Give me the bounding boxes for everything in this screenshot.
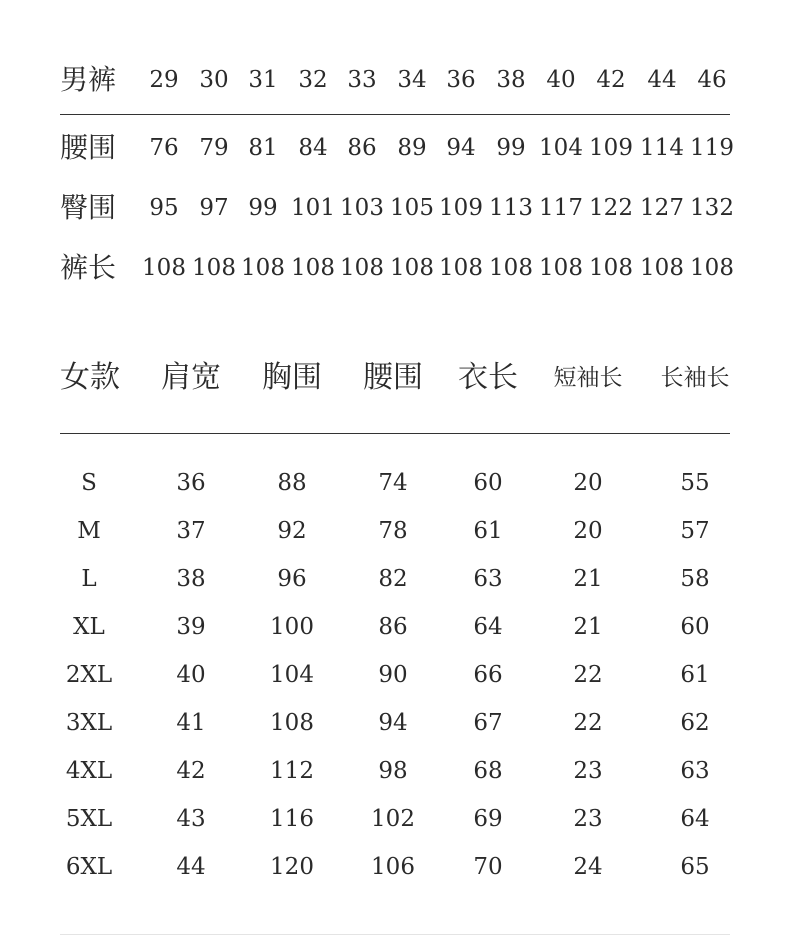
mens-size-cell: 29 <box>149 67 179 93</box>
mens-measure-cell: 108 <box>291 255 335 281</box>
womens-measure-cell: 106 <box>371 854 415 880</box>
womens-measure-cell: 120 <box>270 854 314 880</box>
womens-table-divider <box>60 433 730 434</box>
mens-measure-cell: 108 <box>589 255 633 281</box>
mens-size-cell: 31 <box>248 67 278 93</box>
mens-measure-cell: 81 <box>248 135 278 161</box>
mens-size-cell: 44 <box>647 67 677 93</box>
womens-measure-cell: 58 <box>680 566 710 592</box>
mens-measure-cell: 95 <box>149 195 179 221</box>
mens-measure-cell: 103 <box>340 195 384 221</box>
womens-size-label: 3XL <box>65 710 113 736</box>
womens-header-cell: 肩宽 <box>161 360 221 395</box>
mens-measure-cell: 108 <box>439 255 483 281</box>
womens-measure-cell: 74 <box>378 470 408 496</box>
womens-measure-cell: 60 <box>680 614 710 640</box>
mens-measure-cell: 101 <box>291 195 335 221</box>
mens-size-cell: 33 <box>347 67 377 93</box>
mens-measure-cell: 108 <box>241 255 285 281</box>
womens-size-row <box>60 561 730 597</box>
womens-measure-cell: 94 <box>378 710 408 736</box>
womens-measure-cell: 63 <box>680 758 710 784</box>
womens-measure-cell: 61 <box>473 518 503 544</box>
mens-measure-cell: 89 <box>397 135 427 161</box>
womens-measure-cell: 86 <box>378 614 408 640</box>
mens-measure-cell: 76 <box>149 135 179 161</box>
womens-measure-cell: 70 <box>473 854 503 880</box>
womens-measure-cell: 21 <box>573 566 603 592</box>
mens-size-cell: 38 <box>496 67 526 93</box>
womens-header-cell: 长袖长 <box>660 365 730 391</box>
mens-measure-cell: 97 <box>199 195 229 221</box>
mens-measure-row <box>60 128 734 168</box>
womens-measure-cell: 108 <box>270 710 314 736</box>
womens-measure-cell: 78 <box>378 518 408 544</box>
womens-size-label: S <box>81 470 97 496</box>
womens-measure-cell: 60 <box>473 470 503 496</box>
womens-measure-cell: 66 <box>473 662 503 688</box>
womens-measure-cell: 90 <box>378 662 408 688</box>
womens-measure-cell: 116 <box>270 806 314 832</box>
bottom-divider <box>60 934 730 935</box>
mens-measure-cell: 117 <box>539 195 583 221</box>
womens-size-label: 6XL <box>65 854 113 880</box>
mens-size-cell: 30 <box>199 67 229 93</box>
womens-size-row <box>60 513 730 549</box>
mens-measure-cell: 108 <box>142 255 186 281</box>
womens-measure-cell: 96 <box>277 566 307 592</box>
mens-header-row <box>60 60 730 100</box>
womens-measure-cell: 44 <box>176 854 206 880</box>
womens-size-row <box>60 609 730 645</box>
womens-size-label: L <box>81 566 97 592</box>
mens-measure-cell: 119 <box>690 135 734 161</box>
mens-measure-cell: 109 <box>439 195 483 221</box>
womens-measure-cell: 65 <box>680 854 710 880</box>
mens-measure-cell: 99 <box>496 135 526 161</box>
womens-header-cell: 短袖长 <box>553 365 623 391</box>
womens-measure-cell: 23 <box>573 758 603 784</box>
mens-measure-cell: 86 <box>347 135 377 161</box>
mens-measure-cell: 108 <box>539 255 583 281</box>
womens-size-row <box>60 849 730 885</box>
womens-measure-cell: 67 <box>473 710 503 736</box>
mens-table-divider <box>60 114 730 115</box>
womens-measure-cell: 104 <box>270 662 314 688</box>
womens-size-label: M <box>77 518 101 544</box>
mens-measure-cell: 109 <box>589 135 633 161</box>
womens-measure-cell: 57 <box>680 518 710 544</box>
womens-measure-cell: 20 <box>573 470 603 496</box>
mens-size-cell: 40 <box>546 67 576 93</box>
womens-measure-cell: 63 <box>473 566 503 592</box>
womens-measure-cell: 82 <box>378 566 408 592</box>
mens-size-cell: 32 <box>298 67 328 93</box>
womens-measure-cell: 61 <box>680 662 710 688</box>
mens-size-cell: 46 <box>697 67 727 93</box>
mens-measure-cell: 108 <box>690 255 734 281</box>
womens-measure-cell: 42 <box>176 758 206 784</box>
mens-measure-label: 裤长 <box>60 251 117 284</box>
womens-size-row <box>60 465 730 501</box>
mens-measure-cell: 108 <box>192 255 236 281</box>
womens-measure-cell: 55 <box>680 470 710 496</box>
mens-measure-row <box>60 248 734 288</box>
womens-measure-cell: 21 <box>573 614 603 640</box>
mens-measure-cell: 108 <box>390 255 434 281</box>
womens-header-cell: 衣长 <box>458 360 518 395</box>
womens-size-label: 2XL <box>65 662 113 688</box>
mens-measure-cell: 114 <box>640 135 684 161</box>
womens-measure-cell: 69 <box>473 806 503 832</box>
mens-measure-cell: 84 <box>298 135 328 161</box>
womens-header-cell: 胸围 <box>262 360 322 395</box>
womens-measure-cell: 41 <box>176 710 206 736</box>
womens-measure-cell: 88 <box>277 470 307 496</box>
womens-measure-cell: 112 <box>270 758 314 784</box>
mens-size-cell: 36 <box>446 67 476 93</box>
mens-measure-label: 臀围 <box>60 191 117 224</box>
womens-measure-cell: 23 <box>573 806 603 832</box>
womens-measure-cell: 62 <box>680 710 710 736</box>
womens-measure-cell: 22 <box>573 710 603 736</box>
mens-measure-label: 腰围 <box>60 131 117 164</box>
womens-measure-cell: 20 <box>573 518 603 544</box>
mens-measure-cell: 108 <box>640 255 684 281</box>
womens-size-label: XL <box>73 614 105 640</box>
mens-header-label: 男裤 <box>60 63 117 96</box>
womens-size-label: 4XL <box>65 758 113 784</box>
womens-size-row <box>60 801 730 837</box>
womens-measure-cell: 64 <box>473 614 503 640</box>
womens-measure-cell: 64 <box>680 806 710 832</box>
mens-measure-cell: 108 <box>489 255 533 281</box>
mens-measure-cell: 132 <box>690 195 734 221</box>
womens-size-row <box>60 753 730 789</box>
womens-measure-cell: 38 <box>176 566 206 592</box>
mens-measure-cell: 113 <box>489 195 533 221</box>
womens-measure-cell: 68 <box>473 758 503 784</box>
mens-measure-cell: 104 <box>539 135 583 161</box>
womens-measure-cell: 102 <box>371 806 415 832</box>
mens-measure-row <box>60 188 734 228</box>
mens-measure-cell: 127 <box>640 195 684 221</box>
womens-measure-cell: 39 <box>176 614 206 640</box>
womens-size-row <box>60 705 730 741</box>
mens-measure-cell: 105 <box>390 195 434 221</box>
mens-measure-cell: 122 <box>589 195 633 221</box>
mens-measure-cell: 79 <box>199 135 229 161</box>
mens-measure-cell: 94 <box>446 135 476 161</box>
womens-measure-cell: 24 <box>573 854 603 880</box>
womens-measure-cell: 98 <box>378 758 408 784</box>
womens-measure-cell: 43 <box>176 806 206 832</box>
womens-header-cell: 腰围 <box>363 360 423 395</box>
womens-measure-cell: 100 <box>270 614 314 640</box>
womens-size-table-header <box>60 356 730 400</box>
womens-measure-cell: 36 <box>176 470 206 496</box>
mens-size-cell: 42 <box>596 67 626 93</box>
womens-measure-cell: 40 <box>176 662 206 688</box>
womens-measure-cell: 22 <box>573 662 603 688</box>
womens-measure-cell: 92 <box>277 518 307 544</box>
womens-size-row <box>60 657 730 693</box>
womens-measure-cell: 37 <box>176 518 206 544</box>
womens-size-label: 5XL <box>65 806 113 832</box>
mens-measure-cell: 108 <box>340 255 384 281</box>
womens-header-cell: 女款 <box>60 360 120 395</box>
mens-size-cell: 34 <box>397 67 427 93</box>
mens-measure-cell: 99 <box>248 195 278 221</box>
